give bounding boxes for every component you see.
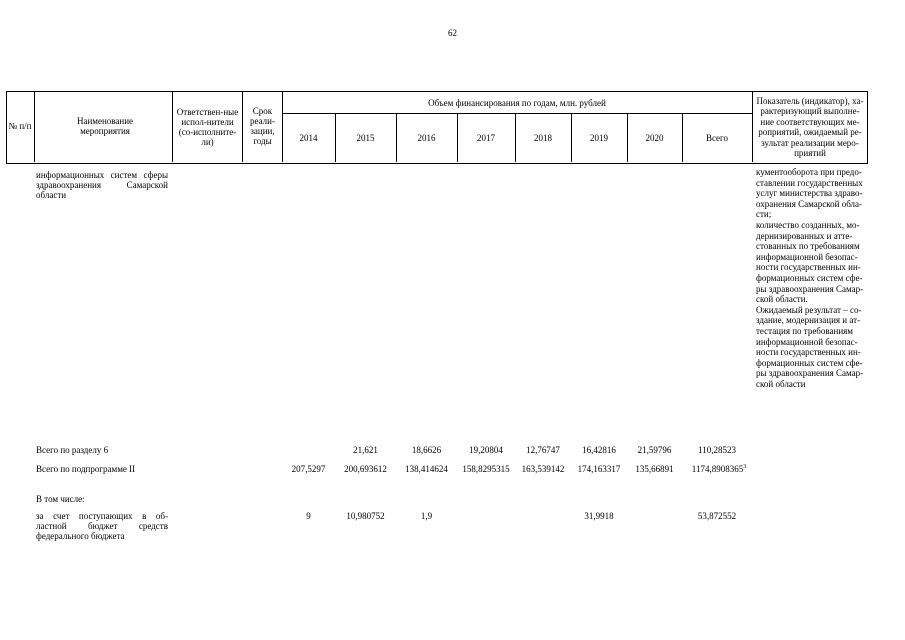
table-cell: 21,621: [353, 445, 378, 455]
header-col-funding: Объем финансирования по годам, млн. рублей: [428, 97, 606, 108]
indicator-line: здание, модернизация и ат-: [756, 315, 861, 326]
header-year: 2018: [534, 133, 552, 143]
table-cell: 10,980752: [346, 511, 385, 521]
footnote-mark: 3: [743, 464, 747, 470]
header-year: 2019: [590, 133, 608, 143]
header-col-name: Наименование мероприятия: [76, 116, 134, 136]
header-col-responsible: Ответствен-ные испол-нители (со-исполните-ли): [176, 107, 239, 147]
header-divider: [34, 91, 35, 162]
header-col-indicator: Показатель (индикатор), ха-рактеризующий выполне-ние соответствующих ме-роприятий, ожидаемый ре-зультат реализации меро-приятий: [756, 95, 864, 158]
table-cell: 163,539142: [521, 464, 565, 474]
table-cell: 12,76747: [526, 445, 560, 455]
indicator-line: охранения Самарской обла-: [756, 198, 863, 209]
indicator-line: ской области: [756, 378, 806, 389]
indicator-line: ности государственных ин-: [756, 262, 861, 273]
table-cell: 31,9918: [584, 511, 614, 521]
table-cell: 9: [306, 511, 311, 521]
table-cell-total: [682, 464, 756, 474]
page-number: 62: [448, 28, 457, 38]
indicator-line: ры здравоохранения Самар-: [756, 283, 864, 294]
indicator-line: ры здравоохранения Самар-: [756, 368, 864, 379]
header-year: 2017: [477, 133, 495, 143]
header-col-total: Всего: [705, 133, 729, 143]
header-year: 2015: [356, 133, 375, 143]
table-cell: 16,42816: [582, 445, 616, 455]
indicator-line: формационных систем сфе-: [756, 272, 863, 283]
header-year: 2016: [417, 133, 436, 143]
total-value: 1174,8908365: [691, 464, 744, 474]
continued-measure-name: информационных систем сферы здравоохранения Самарской области: [36, 170, 168, 200]
table-cell: 158,8295315: [462, 464, 510, 474]
header-divider: [752, 91, 753, 162]
table-cell: 200,693612: [344, 464, 387, 474]
table-cell: 174,163317: [577, 464, 621, 474]
indicator-line: ской области.: [756, 294, 808, 305]
indicator-line: информационной безопас-: [756, 336, 858, 347]
table-cell: 21,59796: [637, 445, 672, 455]
indicator-line: формационных систем сфе-: [756, 357, 863, 368]
row-label-section-total: Всего по разделу 6: [36, 445, 109, 455]
table-cell: 1,9: [420, 511, 433, 521]
indicator-line: информационной безопас-: [756, 251, 858, 262]
indicator-line: ставлении государственных: [756, 177, 863, 188]
row-label-subprogram-total: Всего по подпрограмме II: [36, 464, 136, 474]
table-cell: 53,872552: [697, 511, 737, 521]
indicator-line: стованных по требованиям: [756, 241, 860, 252]
indicator-line: Ожидаемый результат – со-: [756, 304, 862, 315]
indicator-line: дернизированных и атте-: [756, 230, 853, 241]
table-cell: 138,414624: [405, 464, 448, 474]
indicator-line: тестация по требованиям: [756, 325, 853, 336]
table-cell: 19,20804: [469, 445, 503, 455]
table-cell: 18,6626: [411, 445, 442, 455]
header-col-number: № п/п: [8, 121, 32, 131]
indicator-description: [756, 167, 866, 389]
indicator-line: сти;: [756, 209, 772, 220]
header-year: 2020: [645, 133, 664, 143]
indicator-line: количество созданных, мо-: [756, 219, 860, 230]
indicator-line: кументооборота при предо-: [756, 167, 862, 177]
including-label: В том числе:: [36, 494, 85, 504]
table-cell: 110,28523: [698, 445, 736, 455]
indicator-line: ности государственных ин-: [756, 347, 861, 358]
table-cell: 207,5297: [291, 464, 326, 474]
row-label-federal: за счет поступающих в об-ластной бюджет средств федерального бюджета: [36, 511, 168, 541]
header-year: 2014: [299, 133, 318, 143]
header-col-term: Срок реали-зации, годы: [250, 106, 275, 146]
table-cell: 135,66891: [635, 464, 674, 474]
indicator-line: услуг министерства здраво-: [756, 188, 863, 199]
